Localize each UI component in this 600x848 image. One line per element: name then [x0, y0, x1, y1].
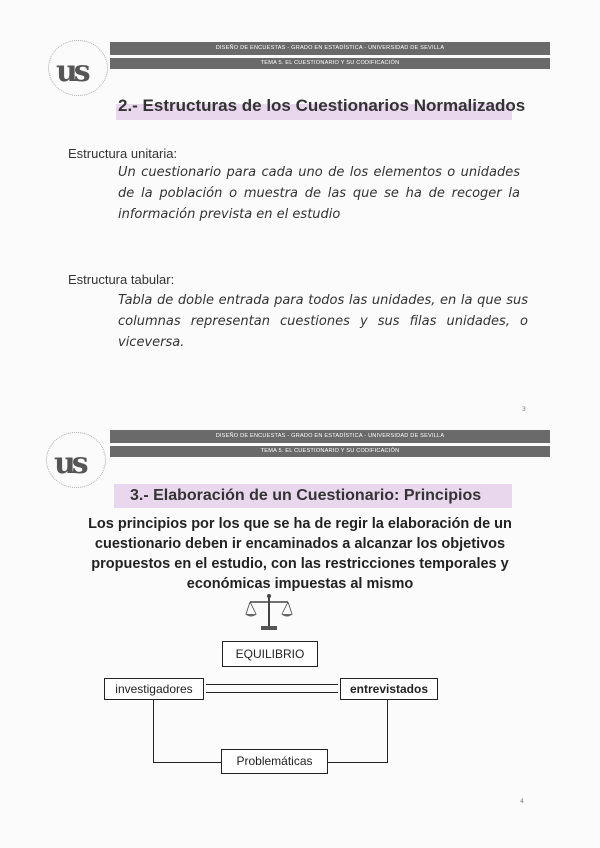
university-logo: us	[48, 40, 114, 102]
university-logo: us	[46, 432, 112, 494]
header-bar-course: DISEÑO DE ENCUESTAS - GRADO EN ESTADÍSTICA - UNIVERSIDAD DE SEVILLA	[110, 42, 550, 55]
page-number: 4	[520, 798, 524, 805]
slide-title: 2.- Estructuras de los Cuestionarios Normalizados	[118, 96, 526, 115]
entrevistados-box: entrevistados	[340, 678, 438, 700]
balance-scale-icon	[244, 592, 294, 632]
problematicas-box: Problemáticas	[221, 749, 328, 774]
connector-right-vertical	[387, 698, 388, 762]
header-bar-topic: TEMA 5. EL CUESTIONARIO Y SU CODIFICACIÓN	[110, 446, 550, 457]
slide-title: 3.- Elaboración de un Cuestionario: Principios	[130, 487, 482, 504]
connector-double-line-top	[206, 684, 338, 685]
investigadores-box: investigadores	[104, 678, 204, 700]
connector-double-line-bottom	[206, 692, 338, 693]
equilibrio-box: EQUILIBRIO	[222, 641, 318, 667]
connector-bottom-right	[327, 762, 388, 763]
header-bar-course: DISEÑO DE ENCUESTAS - GRADO EN ESTADÍSTICA - UNIVERSIDAD DE SEVILLA	[110, 430, 550, 443]
intro-paragraph: Los principios por los que se ha de regir la elaboración de un cuestionario deben ir encaminados a alcanzar los objetivos propuestos en el estudio, con las restricciones temporales y económicas impuestas al mismo	[88, 516, 512, 592]
estructura-tabular-text: Tabla de doble entrada para todos las unidades, en la que sus columnas representan cuestiones y sus filas unidades, o viceversa.	[118, 293, 528, 350]
header-bar-topic: TEMA 5. EL CUESTIONARIO Y SU CODIFICACIÓN	[110, 58, 550, 69]
estructura-unitaria-text: Un cuestionario para cada uno de los elementos o unidades de la población o muestra de las que se ha de recoger la información prevista en el estudio	[118, 165, 520, 222]
connector-bottom-left	[153, 762, 221, 763]
estructura-tabular-label: Estructura tabular:	[68, 272, 175, 287]
connector-left-vertical	[153, 698, 154, 762]
estructura-unitaria-label: Estructura unitaria:	[68, 146, 178, 161]
page-number: 3	[522, 406, 526, 413]
